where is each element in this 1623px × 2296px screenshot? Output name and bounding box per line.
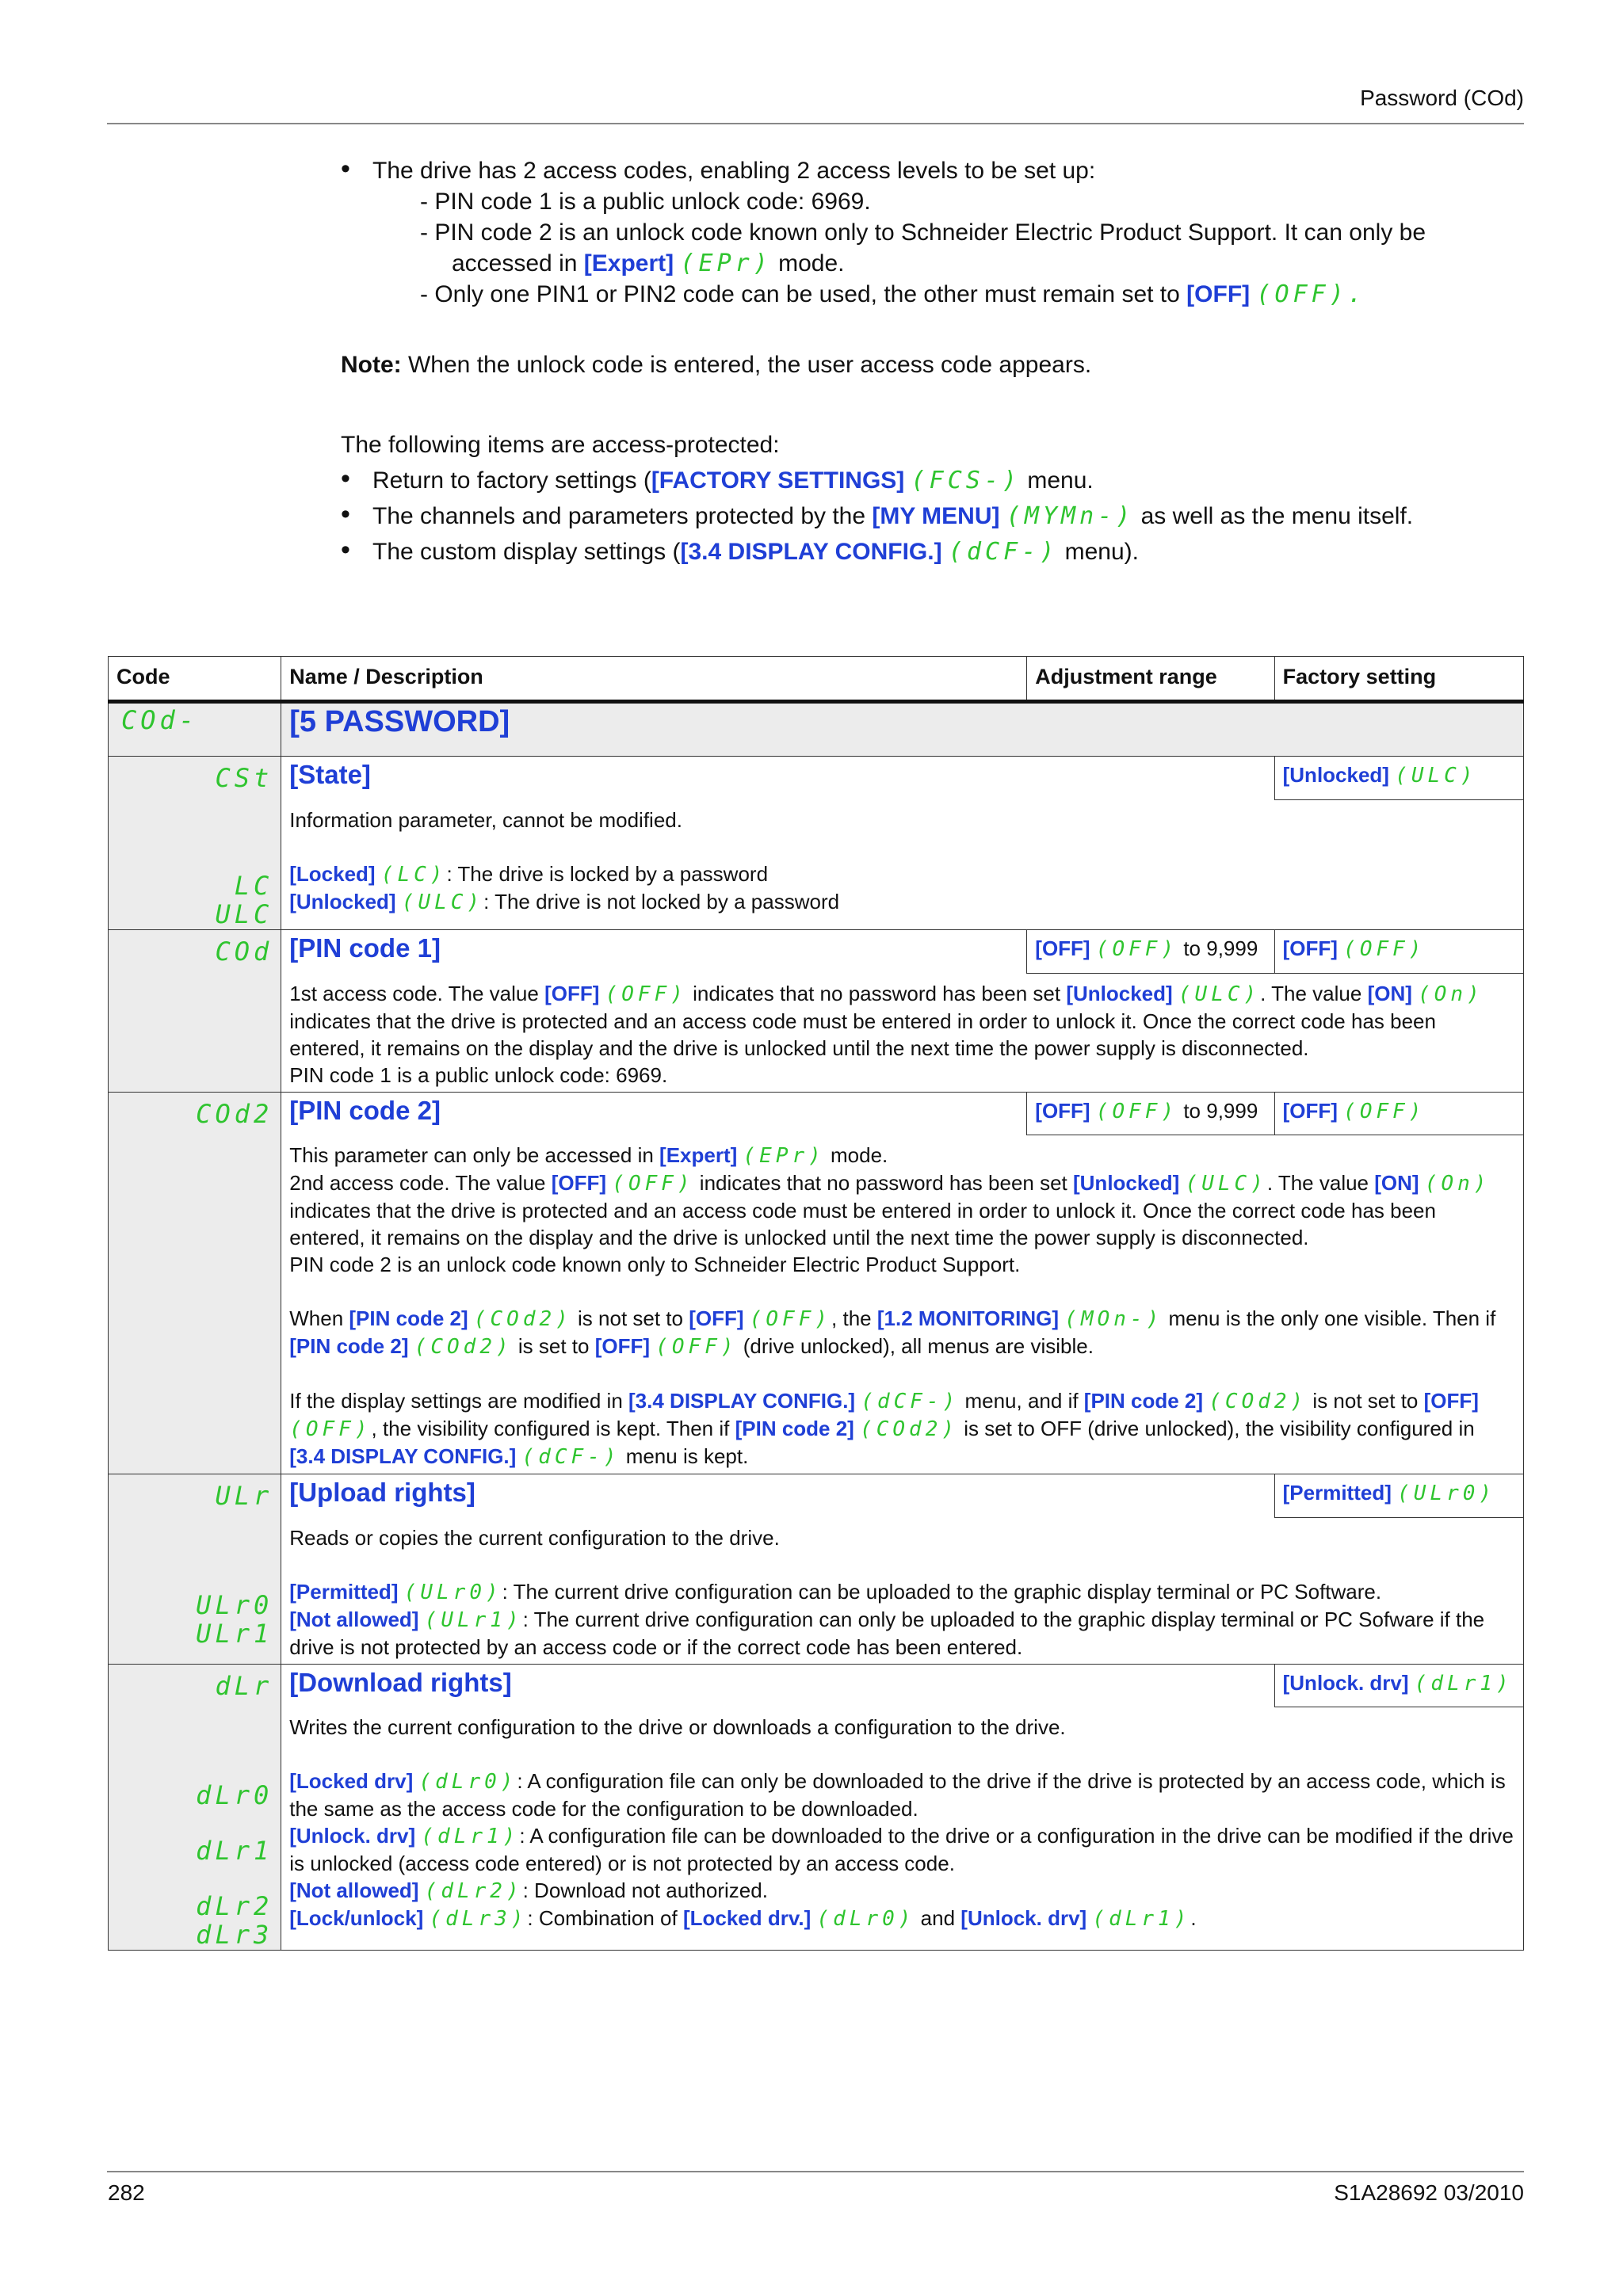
link-factory-settings[interactable]: [FACTORY SETTINGS]	[651, 467, 905, 494]
section-code: COd-	[121, 705, 199, 735]
table-row: dLr dLr0 dLr1 dLr2 dLr3 [Download rights] [Unlock. drv] (dLr1)	[109, 1664, 1524, 1707]
table-row: ULr ULr0 ULr1 [Upload rights] [Permitted] (ULr0)	[109, 1474, 1524, 1518]
table-row	[109, 1092, 1524, 1135]
factory-state: [Unlocked] (ULC)	[1274, 757, 1523, 800]
sub-pin1: - PIN code 1 is a public unlock code: 6969.	[420, 189, 871, 215]
param-title-pin2: [PIN code 2]	[281, 1092, 1027, 1135]
sub-one-pin: - Only one PIN1 or PIN2 code can be used, the other must remain set to [OFF] (OFF).	[420, 280, 1366, 308]
table-row: This parameter can only be accessed in [Expert] (EPr) mode. 2nd access code. The value [OFF] (OFF) indicates that no password has been set [Unlocked] (ULC). The value [ON] (On) indicates that the drive is protected and an access code must be entered in order to unlock it. Once the correct code has been entered, it remains on the display and the drive is unlocked until the next time the power supply is disconnected. PIN code 2 is an unlock code known only to Schneider Electric Product Support. When [PIN code 2] (COd2) is not set to [OFF] (OFF), the [1.2 MONITORING] (MOn-) menu is the only one visible. Then if [PIN code 2] (COd2) is set to [OFF] (OFF) (drive unlocked), all menus are visible. If the display settings are modified in [3.4 DISPLAY CONFIG.] (dCF-) menu, and if [PIN code 2] (COd2) is not set to [OFF] (OFF), the visibility configured is kept. Then if [PIN code 2] (COd2) is set to OFF (drive unlocked), the visibility configured in [3.4 DISPLAY CONFIG.] (dCF-) menu is kept.	[109, 1135, 1524, 1474]
link-my-menu[interactable]: [MY MENU]	[872, 503, 1000, 529]
header-range: Adjustment range	[1027, 657, 1274, 702]
link-expert[interactable]: [Expert]	[583, 250, 674, 277]
link-display-config[interactable]: [3.4 DISPLAY CONFIG.]	[680, 539, 942, 565]
code-dlr: dLr	[215, 1670, 273, 1701]
sub-pin2-cont: accessed in [Expert] (EPr) mode.	[452, 250, 845, 277]
footer-divider	[107, 2171, 1524, 2172]
param-title-pin1: [PIN code 1]	[281, 930, 1027, 974]
document-reference: S1A28692 03/2010	[1334, 2180, 1524, 2205]
page-number: 282	[108, 2180, 145, 2205]
section-row	[109, 702, 1524, 757]
table-row: 1st access code. The value [OFF] (OFF) indicates that no password has been set [Unlocked] (ULC). The value [ON] (On) indicates that the drive is protected and an access code must be entered in order to unlock it. Once the correct code has been entered, it remains on the display and the drive is unlocked until the next time the power supply is disconnected. PIN code 1 is a public unlock code: 6969.	[109, 973, 1524, 1092]
factory-pin2: [OFF] (OFF)	[1274, 1092, 1523, 1135]
range-pin2: [OFF] (OFF) to 9,999	[1027, 1092, 1274, 1135]
intro-text	[341, 155, 1537, 567]
bullet-display: • The custom display settings ([3.4 DISPLAY CONFIG.] (dCF-) menu).	[341, 536, 1537, 567]
table-row	[109, 930, 1524, 974]
factory-download: [Unlock. drv] (dLr1)	[1274, 1664, 1523, 1707]
code-cod: COd	[215, 936, 273, 967]
table-row: Information parameter, cannot be modified. [Locked] (LC): The drive is locked by a password [Unlocked] (ULC): The drive is not locked by a password	[109, 799, 1524, 930]
code-ulr: ULr	[215, 1481, 273, 1511]
header-desc: Name / Description	[281, 657, 1027, 702]
header-title: Password (COd)	[1360, 86, 1524, 110]
table-row: Writes the current configuration to the drive or downloads a configuration to the drive. [Locked drv] (dLr0): A configuration file can only be downloaded to the drive if the drive is protected by an access code, which is the same as the access code for the configuration to be downloaded. [Unlock. drv] (dLr1): A configuration file can be downloaded to the drive or a configuration in the drive can be modified if the drive is unlocked (access code entered) or is not protected by an access code. [Not allowed] (dLr2): Download not authorized. [Lock/unlock] (dLr3): Combination of [Locked drv.] (dLr0) and [Unlock. drv] (dLr1).	[109, 1707, 1524, 1951]
section-title: [5 PASSWORD]	[281, 702, 1524, 757]
sub-pin2: - PIN code 2 is an unlock code known only to Schneider Electric Product Support. It can only be	[420, 219, 1426, 246]
bullet-factory: • Return to factory settings ([FACTORY SETTINGS] (FCS-) menu.	[341, 465, 1537, 496]
bullet-my-menu: • The channels and parameters protected by the [MY MENU] (MYMn-) as well as the menu itself.	[341, 501, 1537, 532]
code-cst: CSt	[215, 763, 273, 793]
factory-pin1: [OFF] (OFF)	[1274, 930, 1523, 974]
link-off[interactable]: [OFF]	[1186, 281, 1251, 307]
header-code: Code	[109, 657, 281, 702]
header-factory: Factory setting	[1274, 657, 1523, 702]
header-divider	[107, 123, 1524, 124]
table-header-row	[109, 657, 1524, 702]
param-title-upload: [Upload rights]	[281, 1474, 1274, 1518]
protected-intro: The following items are access-protected:	[341, 432, 780, 458]
note: Note: When the unlock code is entered, the user access code appears.	[341, 352, 1092, 378]
code-cod2: COd2	[196, 1098, 273, 1129]
range-pin1: [OFF] (OFF) to 9,999	[1027, 930, 1274, 974]
factory-upload: [Permitted] (ULr0)	[1274, 1474, 1523, 1518]
param-title-state: [State]	[281, 757, 1274, 800]
table-row: CSt LC ULC [State] [Unlocked] (ULC)	[109, 757, 1524, 800]
param-title-download: [Download rights]	[281, 1664, 1274, 1707]
parameter-table	[108, 656, 1524, 1951]
table-row: Reads or copies the current configuration to the drive. [Permitted] (ULr0): The current drive configuration can be uploaded to the graphic display terminal or PC Software. [Not allowed] (ULr1): The current drive configuration can only be uploaded to the graphic display terminal or PC Sofware if the drive is not protected by an access code or if the correct code has been entered.	[109, 1517, 1524, 1664]
bullet-access-codes: • The drive has 2 access codes, enabling 2 access levels to be set up:	[341, 155, 1537, 186]
